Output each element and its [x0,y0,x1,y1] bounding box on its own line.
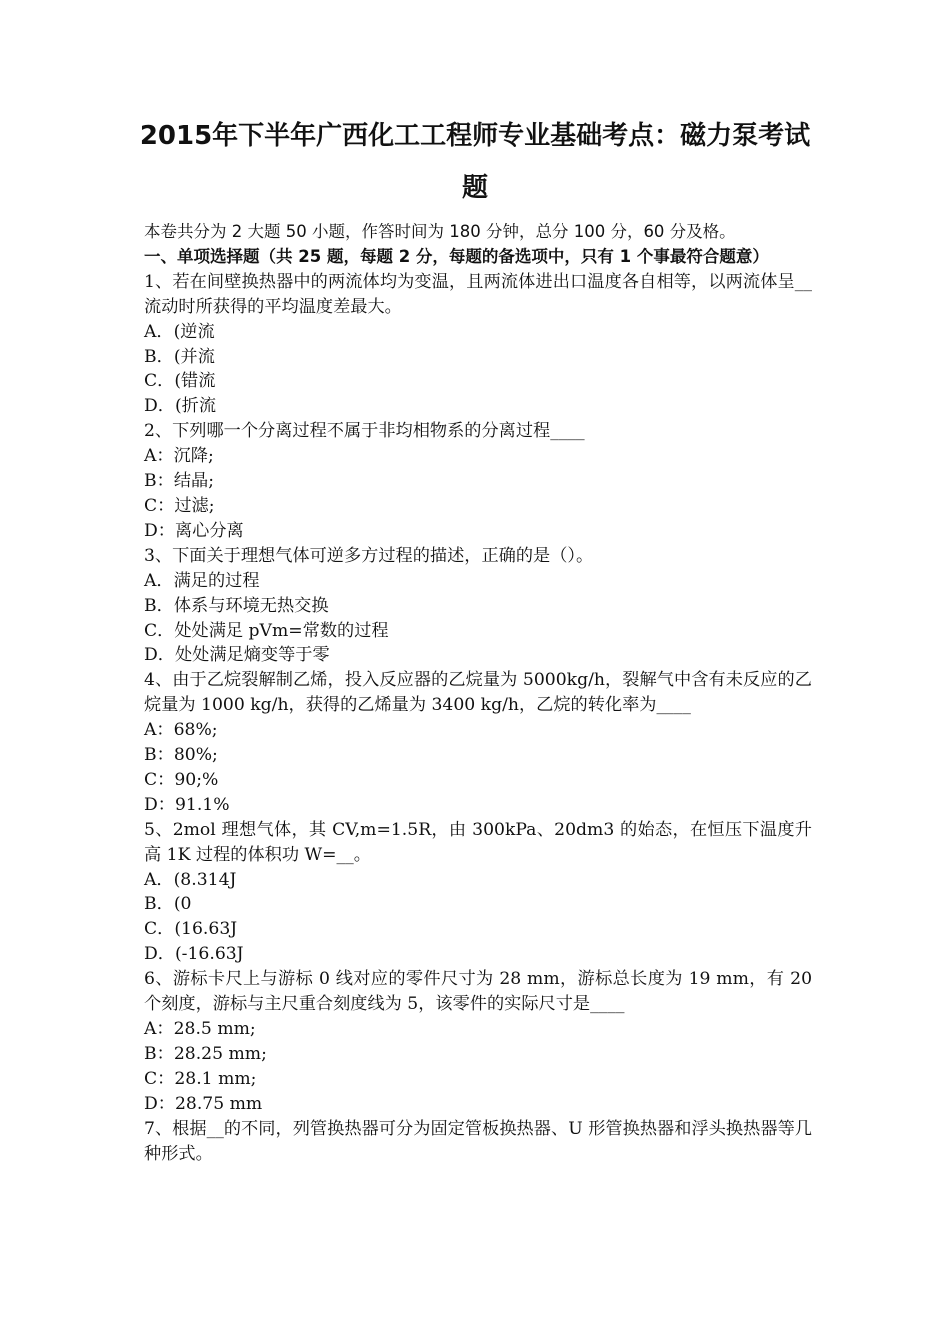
question-item [144,270,812,419]
answer-option: A．(8.314J [144,869,237,890]
exam-intro: 本卷共分为 2 大题 50 小题，作答时间为 180 分钟，总分 100 分，60 分及格。 [144,222,736,241]
answer-option: A．(逆流 [144,321,215,342]
question-stem: 3、下面关于理想气体可逆多方过程的描述，正确的是（）。 [144,545,594,566]
answer-option: C：28.1 mm; [144,1068,257,1089]
answer-option: A：28.5 mm; [144,1019,256,1039]
document-body [144,220,812,1166]
answer-option: B：28.25 mm; [144,1043,267,1064]
answer-option: B：80%; [144,745,218,766]
question-list [144,270,812,1167]
question-stem: 2、下列哪一个分离过程不属于非均相物系的分离过程____ [144,421,585,442]
answer-option: C．(16.63J [144,919,238,940]
answer-option: A：68%; [144,720,218,741]
answer-option: C：过滤; [144,495,215,516]
answer-option: D：离心分离 [144,520,244,541]
answer-option: D．(折流 [144,396,217,417]
answer-option: C：90;% [144,769,219,790]
answer-option: B．(并流 [144,346,215,367]
question-item [144,967,812,1116]
question-stem: 1、若在间壁换热器中的两流体均为变温，且两流体进出口温度各自相等，以两流体呈__流动时所获得的平均温度差最大。 [144,271,812,317]
question-stem: 5、2mol 理想气体，其 CV,m=1.5R，由 300kPa、20dm3 的始态，在恒压下温度升高 1K 过程的体积功 W=__。 [144,819,812,865]
answer-option: B．(0 [144,894,192,915]
answer-option: D：28.75 mm [144,1093,263,1114]
question-item [144,544,812,669]
answer-option: D．处处满足熵变等于零 [144,645,330,666]
question-item [144,419,812,544]
question-stem: 7、根据__的不同，列管换热器可分为固定管板换热器、U 形管换热器和浮头换热器等几种形式。 [144,1118,812,1164]
answer-option: C．(错流 [144,371,216,392]
answer-option: A．满足的过程 [144,570,260,591]
answer-option: D：91.1% [144,794,230,815]
answer-option: B：结晶; [144,471,214,492]
answer-option: A：沉降; [144,446,214,467]
question-item [144,1117,812,1167]
question-item [144,668,812,817]
question-stem: 4、由于乙烷裂解制乙烯，投入反应器的乙烷量为 5000kg/h，裂解气中含有未反应的乙烷量为 1000 kg/h，获得的乙烯量为 3400 kg/h，乙烷的转化率为____ [144,670,812,716]
document-title: 2015年下半年广西化工工程师专业基础考点：磁力泵考试题 [139,121,811,203]
answer-option: D．(-16.63J [144,944,244,965]
section-heading: 一、单项选择题（共 25 题，每题 2 分，每题的备选项中，只有 1 个事最符合题意） [144,246,769,266]
answer-option: C．处处满足 pVm=常数的过程 [144,620,389,641]
answer-option: B．体系与环境无热交换 [144,595,329,616]
question-stem: 6、游标卡尺上与游标 0 线对应的零件尺寸为 28 mm，游标总长度为 19 mm，有 20 个刻度，游标与主尺重合刻度线为 5，该零件的实际尺寸是____ [144,969,812,1015]
question-item [144,818,812,967]
